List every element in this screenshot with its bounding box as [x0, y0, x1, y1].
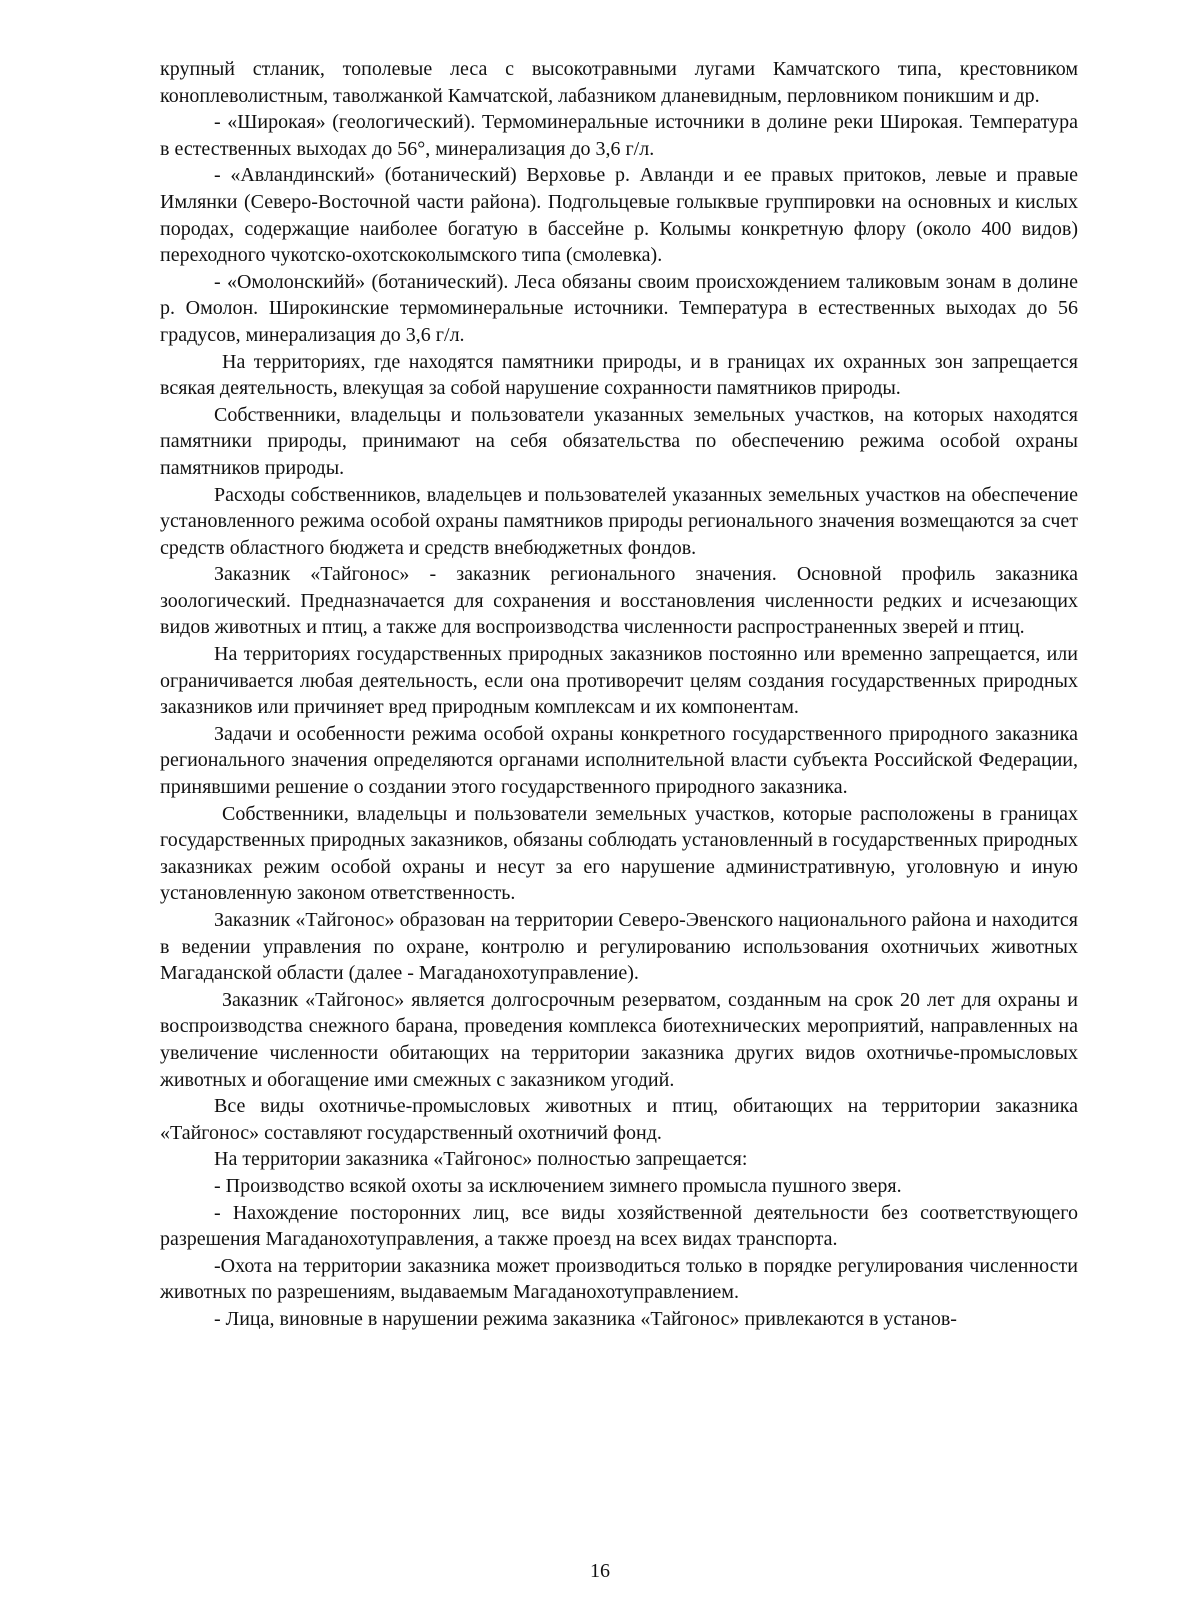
paragraph-14: Все виды охотничье-промысловых животных и птиц, обитающих на территории заказника «Тайгонос» составляют государственный охотничий фонд.: [160, 1095, 1078, 1144]
paragraph-12: Заказник «Тайгонос» образован на территории Северо-Эвенского национального района и находится в ведении управления по охране, контролю и регулированию использования охотничьих животных Магаданской области (далее - Магаданохотуправление).: [160, 909, 1078, 985]
paragraph-18: -Охота на территории заказника может производиться только в порядке регулирования численности животных по разрешениям, выдаваемым Магаданохотуправлением.: [160, 1254, 1078, 1304]
paragraph-16: - Производство всякой охоты за исключением зимнего промысла пушного зверя.: [214, 1174, 902, 1197]
paragraph-8: Заказник «Тайгонос» - заказник регионального значения. Основной профиль заказника зоологический. Предназначается для сохранения и восстановления численности редких и исчезающих видов животных и птиц, а также для воспроизводства численности распространенных зверей и птиц.: [160, 563, 1078, 639]
paragraph-9: На территориях государственных природных заказников постоянно или временно запрещается, или ограничивается любая деятельность, если она противоречит целям создания государственных природных заказников или причиняет вред природным комплексам и их компонентам.: [160, 643, 1078, 719]
paragraph-11: Собственники, владельцы и пользователи земельных участков, которые расположены в границах государственных природных заказников, обязаны соблюдать установленный в государственных природных заказниках режим особой охраны и несут за его нарушение административную, уголовную и иную установленную законом ответственность.: [160, 802, 1078, 905]
paragraph-15: На территории заказника «Тайгонос» полностью запрещается:: [214, 1148, 748, 1171]
paragraph-19: - Лица, виновные в нарушении режима заказника «Тайгонос» привлекаются в установ-: [214, 1307, 957, 1330]
document-page: [160, 56, 1078, 1333]
paragraph-4: - «Омолонскийй» (ботанический). Леса обязаны своим происхождением таликовым зонам в долине р. Омолон. Широкинские термоминеральные источники. Температура в естественных выходах до 56 градусов, минерализация до 3,6 г/л.: [160, 270, 1078, 346]
paragraph-3: - «Авландинский» (ботанический) Верховье р. Авланди и ее правых притоков, левые и правые Имлянки (Северо-Восточной части района). Подгольцевые голыквые группировки на основных и кислых породах, содержащие наиболее богатую в бассейне р. Колымы конкретную флору (около 400 видов) переходного чукотско-охотскоколымского типа (смолевка).: [160, 164, 1078, 267]
paragraph-7: Расходы собственников, владельцев и пользователей указанных земельных участков на обеспечение установленного режима особой охраны памятников природы регионального значения возмещаются за счет средств областного бюджета и средств внебюджетных фондов.: [160, 483, 1078, 559]
page-number: 16: [590, 1560, 610, 1582]
paragraph-5: На территориях, где находятся памятники природы, и в границах их охранных зон запрещается всякая деятельность, влекущая за собой нарушение сохранности памятников природы.: [160, 350, 1078, 400]
paragraph-1: крупный стланик, тополевые леса с высокотравными лугами Камчатского типа, крестовником коноплеволистным, таволжанкой Камчатской, лабазником дланевидным, перловником поникшим и др.: [160, 58, 1078, 107]
paragraph-17: - Нахождение посторонних лиц, все виды хозяйственной деятельности без соответствующего разрешения Магаданохотуправления, а также проезд на всех видах транспорта.: [160, 1201, 1078, 1251]
paragraph-13: Заказник «Тайгонос» является долгосрочным резерватом, созданным на срок 20 лет для охраны и воспроизводства снежного барана, проведения комплекса биотехнических мероприятий, направленных на увеличение численности обитающих на территории заказника других видов охотничье-промысловых животных и обогащение ими смежных с заказником угодий.: [160, 988, 1078, 1091]
paragraph-2: - «Широкая» (геологический). Термоминеральные источники в долине реки Широкая. Температура в естественных выходах до 56°, минерализация до 3,6 г/л.: [160, 111, 1078, 160]
paragraph-10: Задачи и особенности режима особой охраны конкретного государственного природного заказника регионального значения определяются органами исполнительной власти субъекта Российской Федерации, принявшими решение о создании этого государственного природного заказника.: [160, 722, 1078, 799]
paragraph-6: Собственники, владельцы и пользователи указанных земельных участков, на которых находятся памятники природы, принимают на себя обязательства по обеспечению режима особой охраны памятников природы.: [160, 403, 1078, 479]
